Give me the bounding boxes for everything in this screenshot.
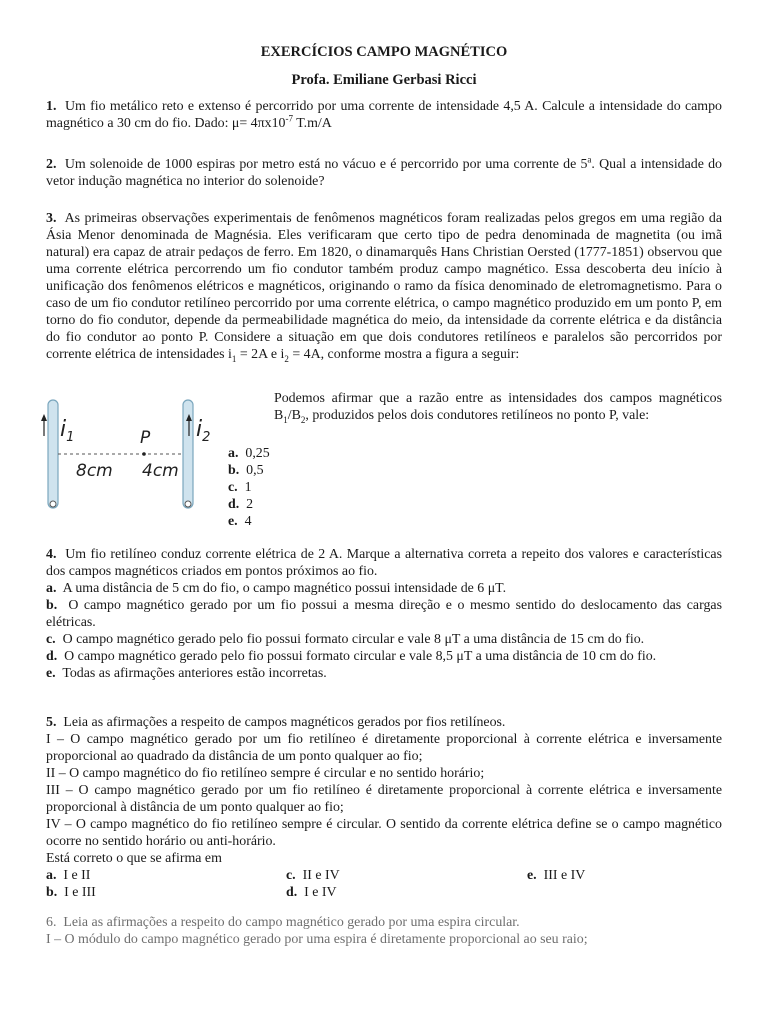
subscript: 2 xyxy=(284,353,289,364)
subscript: 2 xyxy=(300,414,306,425)
label-i2: $i_2$ xyxy=(196,417,211,445)
option-b: b. 0,5 xyxy=(228,463,264,478)
prompt-text: , produzidos pelos dois condutores retilíneos no ponto P, vale: xyxy=(305,408,650,423)
question-1 xyxy=(46,98,722,132)
option-d: d. 2 xyxy=(228,497,254,512)
option-c: c. II e IV xyxy=(286,868,340,883)
option-a: a. I e II xyxy=(46,868,91,883)
question-text: = 4A, conforme mostra a figura a seguir: xyxy=(288,347,520,362)
option-e: e. Todas as afirmações anteriores estão incorretas. xyxy=(46,666,327,681)
prompt-text: /B xyxy=(287,408,301,423)
subscript: 1 xyxy=(231,353,237,364)
exponent: -7 xyxy=(285,113,293,124)
question-text: Um solenoide de 1000 espiras por metro está no vácuo e é percorrido por uma corrente de 5 xyxy=(64,157,588,172)
superscript: a xyxy=(587,154,592,165)
label-point-p: P xyxy=(140,428,151,448)
statement-2: II – O campo magnético do fio retilíneo sempre é circular e no sentido horário; xyxy=(46,766,485,781)
option-b: b. I e III xyxy=(46,885,96,900)
question-number: 6. xyxy=(46,915,57,930)
distance-4cm: 4cm xyxy=(142,461,179,481)
question-number: 2. xyxy=(46,157,57,172)
question-3 xyxy=(46,210,722,363)
question-6 xyxy=(46,914,722,948)
option-c: c. 1 xyxy=(228,480,252,495)
question-text: Leia as afirmações a respeito de campos magnéticos gerados por fios retilíneos. xyxy=(63,715,506,730)
option-a: a. 0,25 xyxy=(228,446,270,461)
statement-1: I – O módulo do campo magnético gerado por uma espira é diretamente proporcional ao seu raio; xyxy=(46,932,588,947)
wire-1-end xyxy=(50,501,56,507)
statement-1: I – O campo magnético gerado por um fio retilíneo é diretamente proporcional à corrente elétrica e inversamente proporcional ao quadrado da distância de um ponto qualquer ao fio; xyxy=(46,732,722,764)
wire-1 xyxy=(48,400,58,508)
question-text: = 2A e i xyxy=(236,347,285,362)
document-author: Profa. Emiliane Gerbasi Ricci xyxy=(291,72,477,88)
option-b: b. O campo magnético gerado por um fio possui a mesma direção e o mesmo sentido do deslocamento das cargas elétricas. xyxy=(46,598,722,630)
option-a: a. A uma distância de 5 cm do fio, o campo magnético possui intensidade de 6 μT. xyxy=(46,581,507,596)
question-3-options xyxy=(228,445,270,530)
wire-2 xyxy=(183,400,193,508)
label-i1: $i_1$ xyxy=(60,417,75,445)
subscript: 1 xyxy=(283,414,288,425)
unit-text: T.m/A xyxy=(292,116,332,131)
question-number: 1. xyxy=(46,99,57,114)
question-text: . Qual a intensidade do vetor indução magnética no interior do solenoide? xyxy=(46,157,722,189)
question-text: Um fio metálico reto e extenso é percorrido por uma corrente de intensidade 4,5 A. Calcule a intensidade do campo magnético a 30 cm do fio. Dado: μ= 4πx10 xyxy=(46,99,722,131)
question-number: 4. xyxy=(46,547,57,562)
distance-8cm: 8cm xyxy=(76,461,113,481)
current-1-arrowhead xyxy=(41,414,47,421)
question-4 xyxy=(46,546,722,682)
option-e: e. III e IV xyxy=(527,868,586,883)
question-text: Um fio retilíneo conduz corrente elétrica de 2 A. Marque a alternativa correta a repeito dos valores e características dos campos magnéticos criados em pontos próximos ao fio. xyxy=(46,547,722,579)
question-5-options xyxy=(46,867,722,901)
question-number: 3. xyxy=(46,211,57,226)
question-text: Leia as afirmações a respeito do campo magnético gerado por uma espira circular. xyxy=(63,915,520,930)
question-3-prompt xyxy=(274,390,722,424)
option-c: c. O campo magnético gerado pelo fio possui formato circular e vale 8 μT a uma distância de 15 cm do fio. xyxy=(46,632,645,647)
option-d: d. I e IV xyxy=(286,885,337,900)
option-e: e. 4 xyxy=(228,514,252,529)
prompt-text: Podemos afirmar que a razão entre as intensidades dos campos magnéticos B xyxy=(274,391,722,423)
statement-3: III – O campo magnético gerado por um fio retilíneo é diretamente proporcional à corrente elétrica e inversamente proporcional à distância de um ponto qualquer ao fio; xyxy=(46,783,722,815)
question-prompt: Está correto o que se afirma em xyxy=(46,851,222,866)
question-text: As primeiras observações experimentais de fenômenos magnéticos foram realizadas pelos gregos em uma região da Ásia Menor denominada de Magnésia. Eles verificaram que certo tipo de pedra denominada de magnetita (ou imã natural) era capaz de atrair pedaços de ferro. Em 1820, o dinamarquês Hans Christian Oersted (1777-1851) observou que uma corrente elétrica percorrendo um fio condutor também produz campo magnético. Essa descoberta deu início à unificação dos fenômenos elétricos e magnéticos, originando o ramo da física denominado de eletromagnetismo. Para o caso de um fio condutor retilíneo percorrido por uma corrente elétrica, o campo magnético produzido em um ponto P, em torno do fio condutor, depende da permeabilidade magnética do meio, da intensidade da corrente elétrica e da distância do fio condutor ao ponto P. Considere a situação em que dois condutores retilíneos e paralelos são percorridos por corrente elétrica de intensidades i xyxy=(46,211,722,362)
document-title: EXERCÍCIOS CAMPO MAGNÉTICO xyxy=(260,44,508,60)
option-d: d. O campo magnético gerado pelo fio possui formato circular e vale 8,5 μT a uma distância de 10 cm do fio. xyxy=(46,649,657,664)
question-number: 5. xyxy=(46,715,57,730)
question-2 xyxy=(46,156,722,190)
statement-4: IV – O campo magnético do fio retilíneo sempre é circular. O sentido da corrente elétrica define se o campo magnético ocorre no sentido horário ou anti-horário. xyxy=(46,817,722,849)
point-p xyxy=(142,452,146,456)
parallel-wires-figure xyxy=(40,396,230,516)
wire-2-end xyxy=(185,501,191,507)
question-5 xyxy=(46,714,722,901)
